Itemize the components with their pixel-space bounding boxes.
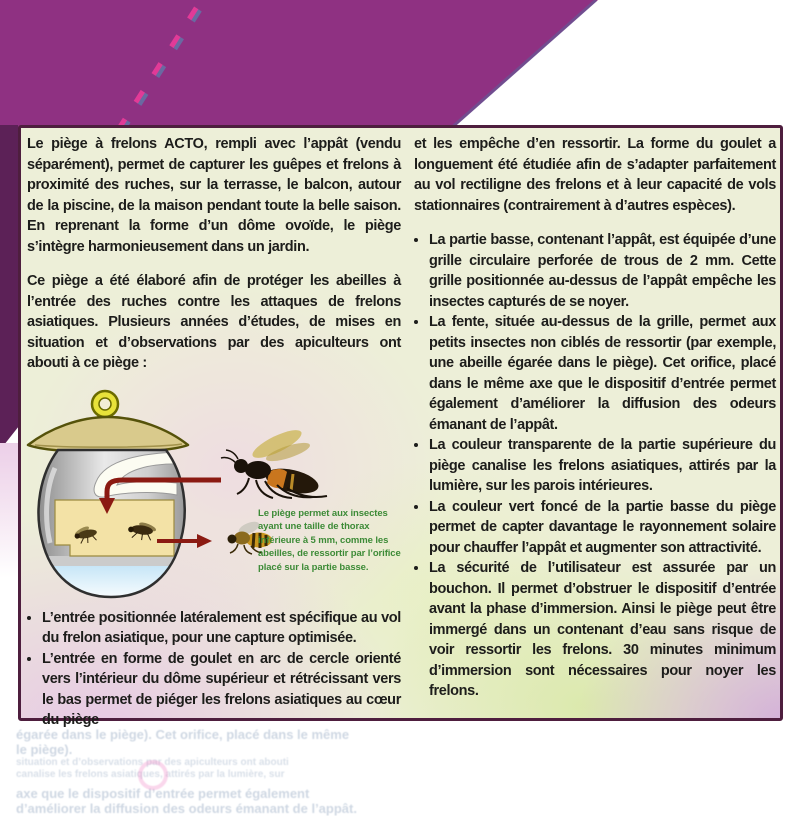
caption-line: Le piège permet aux insectes [258,507,388,519]
trap-lid [28,417,188,452]
left-column [27,134,401,731]
ghost-line: égarée dans le piège). Cet orifice, placé dans le même [16,727,350,742]
ghost-line: canalise les frelons asiatiques, attirés par la lumière, sur [16,768,285,780]
list-item: • La partie basse, contenant l’appât, est équipée d’une grille circulaire perforée de trous de 2 mm. Cette grille positionnée au-dessus de l’appât empêche les insectes capturés de se noyer. [429,230,776,312]
list-item: • La couleur transparente de la partie supérieure du piège canalise les frelons asiatiques, attirés par la lumière, sur les parois intérieures. [429,435,776,497]
feature-list-left [27,608,401,731]
hornet-image [221,424,327,497]
trap-figure [27,388,401,600]
list-item: • La sécurité de l’utilisateur est assurée par un bouchon. Il permet d’obstruer le dispositif d’entrée avant la phase d’immersion. Ainsi le piège peut être immergé dans un contenant d’eau sans risque de voir ressortir les frelons. 30 minutes minimum d’immersion sont nécessaires pour noyer les frelons. [429,558,776,702]
bait-chamber [55,500,174,556]
ghost-line: situation et d’observations par des apiculteurs ont abouti [16,757,289,768]
caption-line: abeilles, de ressortir par l’orifice [258,548,401,559]
caption-line: inférieure à 5 mm, comme les [258,534,389,546]
list-item: • La couleur vert foncé de la partie basse du piège permet de capter davantage le rayonnement solaire pour chauffer l’appât et augmenter son attractivité. [429,497,776,559]
purpose-paragraph: Ce piège a été élaboré afin de protéger les abeilles à l’entrée des ruches contre les attaques de frelons asiatiques. Plusieurs années d’études, de mises en situation et d’observations par des apiculteurs ont abouti à ce piège : [27,273,401,371]
list-item: • L’entrée en forme de goulet en arc de cercle orienté vers l’intérieur du dôme supérieur et rétrécissant vers le bas permet de piéger les frelons asiatiques au cœur du piège [42,649,401,731]
continuation-paragraph: et les empêche d’en ressortir. La forme du goulet a longuement été étudiée afin de s’adapter parfaitement au vol rectiligne des frelons et à leur capacité de vols stationnaires (contrairement à d’autres espèces). [414,136,776,214]
feature-list-right [414,230,776,702]
purple-diagonal-shape [0,0,598,130]
left-accent-strip [0,125,18,450]
ghost-ring [138,760,168,790]
left-pink-fade [0,443,18,578]
content-panel [18,125,783,728]
ghost-text [16,727,408,816]
caption-line: ayant une taille de thorax [258,521,370,532]
ghost-line: d’améliorer la diffusion des odeurs émanant de l’appât. [16,801,357,816]
purple-header-band [0,0,800,130]
list-item: • La fente, située au-dessus de la grille, permet aux petits insectes non ciblés de ressortir (par exemple, une abeille égarée dans le piège). Cet orifice, placé dans le même axe que le dispositif d’entrée permet également d’améliorer la diffusion des odeurs émanant de l’appât. [429,312,776,435]
ghost-line: le piège). [16,742,73,757]
list-item: • L’entrée positionnée latéralement est spécifique au vol du frelon asiatique, pour une capture optimisée. [42,608,401,649]
ghost-line: axe que le dispositif d’entrée permet également [16,786,310,801]
illustration-caption [258,507,408,575]
intro-paragraph: Le piège à frelons ACTO, rempli avec l’appât (vendu séparément), permet de capturer les guêpes et frelons à proximité des ruches, sur la terrasse, le balcon, autour de la piscine, de la maison pendant toute la belle saison. En reprenant la forme d’un dôme ovoïde, le piège s’intègre harmonieusement dans un jardin. [27,136,401,255]
caption-line: placé sur la partie basse. [258,561,369,573]
right-column [414,134,776,702]
